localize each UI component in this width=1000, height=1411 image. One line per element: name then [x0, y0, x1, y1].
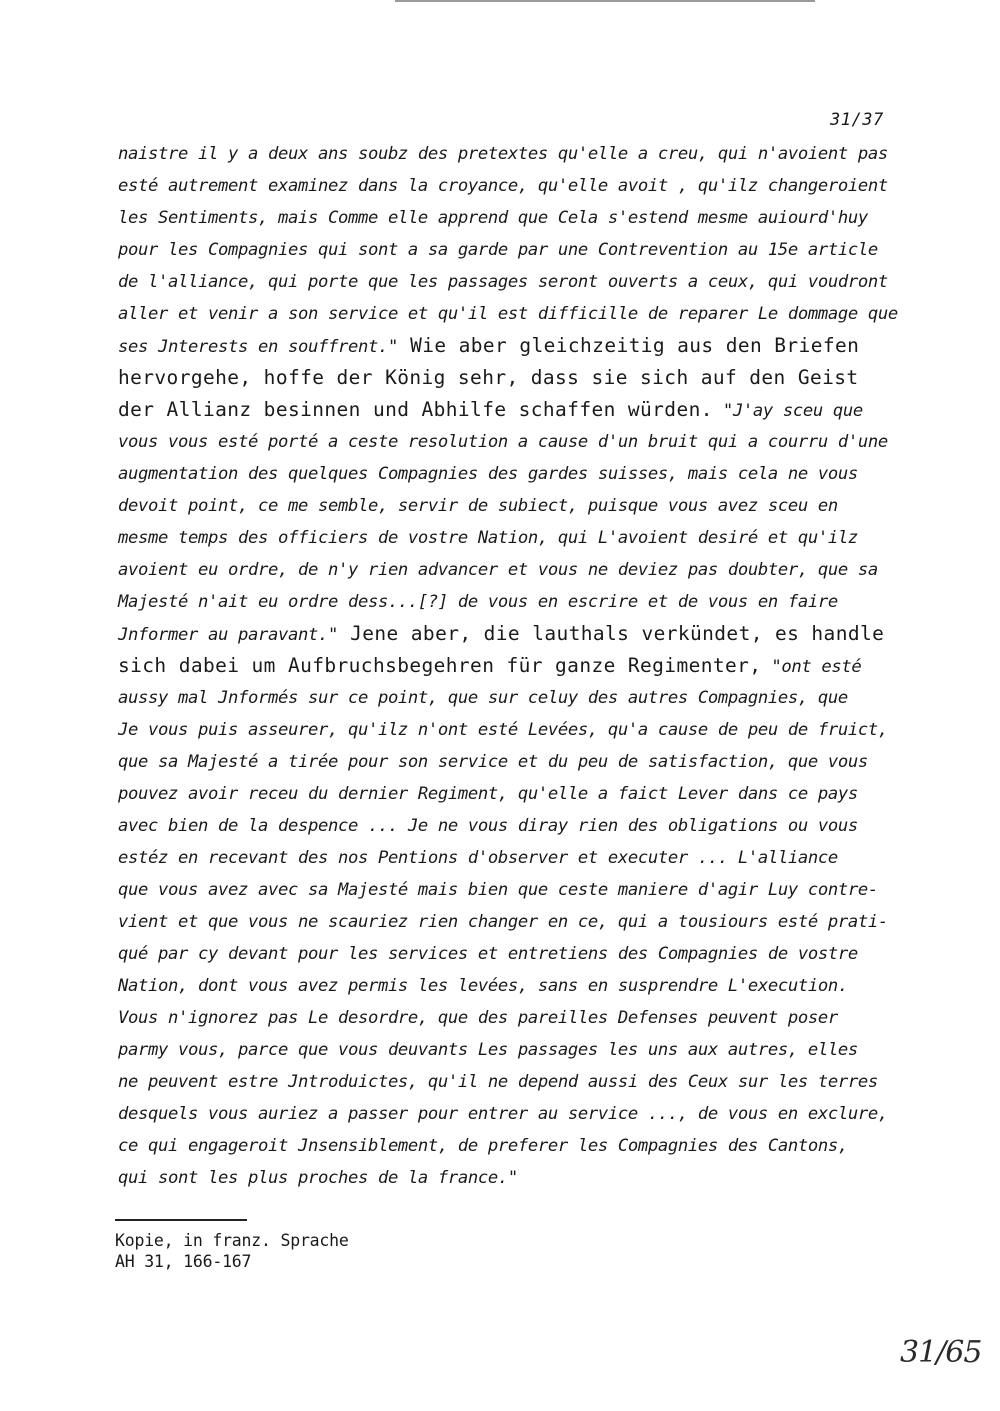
- quoted-french-text: Vous n'ignorez pas Le desordre, que des pareilles Defenses peuvent poser: [118, 1008, 838, 1028]
- quoted-french-text: parmy vous, parce que vous deuvants Les passages les uns aux autres, elles: [118, 1040, 858, 1060]
- text-line: [118, 266, 918, 298]
- quoted-french-text: esté autrement examinez dans la croyance, qu'elle avoit , qu'ilz changeroient: [118, 176, 888, 196]
- quoted-french-text: aller et venir a son service et qu'il est difficille de reparer Le dommage que: [118, 304, 898, 324]
- text-line: [118, 522, 918, 554]
- text-line: [118, 874, 918, 906]
- text-line: [118, 906, 918, 938]
- quoted-french-text: vient et que vous ne scauriez rien changer en ce, qui a tousiours esté prati-: [118, 912, 888, 932]
- scan-edge-mark: [395, 0, 815, 2]
- quoted-french-text: que vous avez avec sa Majesté mais bien que ceste maniere d'agir Luy contre-: [118, 880, 878, 900]
- quoted-french-text: Nation, dont vous avez permis les levées, sans en susprendre L'execution.: [118, 976, 848, 996]
- text-line: [118, 1130, 918, 1162]
- text-line: [118, 746, 918, 778]
- text-line: [118, 1066, 918, 1098]
- text-line: [118, 170, 918, 202]
- footnote-source-language: Kopie, in franz. Sprache: [115, 1231, 349, 1250]
- quoted-french-text: qui sont les plus proches de la france.": [118, 1168, 518, 1188]
- quoted-french-text: mesme temps des officiers de vostre Nation, qui L'avoient desiré et qu'ilz: [118, 528, 858, 548]
- quoted-french-text: de l'alliance, qui porte que les passages seront ouverts a ceux, qui voudront: [118, 272, 888, 292]
- text-line: [118, 394, 918, 426]
- text-line: [118, 586, 918, 618]
- text-line: [118, 650, 918, 682]
- quoted-french-text: devoit point, ce me semble, servir de subiect, puisque vous avez sceu en: [118, 496, 838, 516]
- quoted-french-text: Jnformer au paravant.": [118, 625, 338, 645]
- text-line: [118, 1162, 918, 1194]
- text-line: [118, 330, 918, 362]
- quoted-french-text: ne peuvent estre Jntroduictes, qu'il ne depend aussi des Ceux sur les terres: [118, 1072, 878, 1092]
- quoted-french-text: estéz en recevant des nos Pentions d'observer et executer ... L'alliance: [118, 848, 838, 868]
- quoted-french-text: ses Jnterests en souffrent.": [118, 337, 398, 357]
- quoted-french-text: "J'ay sceu que: [712, 401, 863, 421]
- text-line: [118, 426, 918, 458]
- text-line: [118, 714, 918, 746]
- text-line: [118, 970, 918, 1002]
- quoted-french-text: "ont esté: [761, 657, 862, 677]
- text-line: [118, 362, 918, 394]
- quoted-french-text: avoient eu ordre, de n'y rien advancer et vous ne deviez pas doubter, que sa: [118, 560, 878, 580]
- text-line: [118, 234, 918, 266]
- text-line: [118, 1002, 918, 1034]
- quoted-french-text: ce qui engageroit Jnsensiblement, de preferer les Compagnies des Cantons,: [118, 1136, 848, 1156]
- page-number: 31/37: [830, 110, 884, 130]
- quoted-french-text: que sa Majesté a tirée pour son service et du peu de satisfaction, que vous: [118, 752, 868, 772]
- text-line: [118, 1034, 918, 1066]
- handwritten-archive-number: 31/65: [900, 1335, 982, 1370]
- text-line: [118, 490, 918, 522]
- footnote-rule: [115, 1219, 247, 1221]
- text-line: [118, 138, 918, 170]
- quoted-french-text: les Sentiments, mais Comme elle apprend que Cela s'estend mesme auiourd'huy: [118, 208, 868, 228]
- text-line: [118, 778, 918, 810]
- quoted-french-text: vous vous esté porté a ceste resolution a cause d'un bruit qui a courru d'une: [118, 432, 888, 452]
- text-line: [118, 618, 918, 650]
- german-commentary-text: Jene aber, die lauthals verkündet, es handle: [337, 622, 885, 645]
- text-line: [118, 810, 918, 842]
- text-line: [118, 1098, 918, 1130]
- quoted-french-text: naistre il y a deux ans soubz des pretextes qu'elle a creu, qui n'avoient pas: [118, 144, 888, 164]
- text-line: [118, 554, 918, 586]
- quoted-french-text: pour les Compagnies qui sont a sa garde par une Contrevention au 15e article: [118, 240, 878, 260]
- german-commentary-text: sich dabei um Aufbruchsbegehren für ganze Regimenter,: [118, 654, 762, 677]
- footnote: [115, 1230, 349, 1272]
- quoted-french-text: pouvez avoir receu du dernier Regiment, qu'elle a faict Lever dans ce pays: [118, 784, 858, 804]
- german-commentary-text: hervorgehe, hoffe der König sehr, dass sie sich auf den Geist: [118, 366, 859, 389]
- quoted-french-text: desquels vous auriez a passer pour entrer au service ..., de vous en exclure,: [118, 1104, 888, 1124]
- text-line: [118, 842, 918, 874]
- quoted-french-text: avec bien de la despence ... Je ne vous diray rien des obligations ou vous: [118, 816, 858, 836]
- text-line: [118, 458, 918, 490]
- german-commentary-text: Wie aber gleichzeitig aus den Briefen: [397, 334, 860, 357]
- quoted-french-text: Je vous puis asseurer, qu'ilz n'ont esté Levées, qu'a cause de peu de fruict,: [118, 720, 888, 740]
- german-commentary-text: der Allianz besinnen und Abhilfe schaffen würden.: [118, 398, 713, 421]
- quoted-french-text: aussy mal Jnformés sur ce point, que sur celuy des autres Compagnies, que: [118, 688, 848, 708]
- body-text: [118, 138, 918, 1194]
- quoted-french-text: Majesté n'ait eu ordre dess...[?] de vous en escrire et de vous en faire: [118, 592, 838, 612]
- quoted-french-text: qué par cy devant pour les services et entretiens des Compagnies de vostre: [118, 944, 858, 964]
- text-line: [118, 938, 918, 970]
- footnote-archive-reference: AH 31, 166-167: [115, 1252, 252, 1271]
- quoted-french-text: augmentation des quelques Compagnies des gardes suisses, mais cela ne vous: [118, 464, 858, 484]
- text-line: [118, 682, 918, 714]
- text-line: [118, 298, 918, 330]
- text-line: [118, 202, 918, 234]
